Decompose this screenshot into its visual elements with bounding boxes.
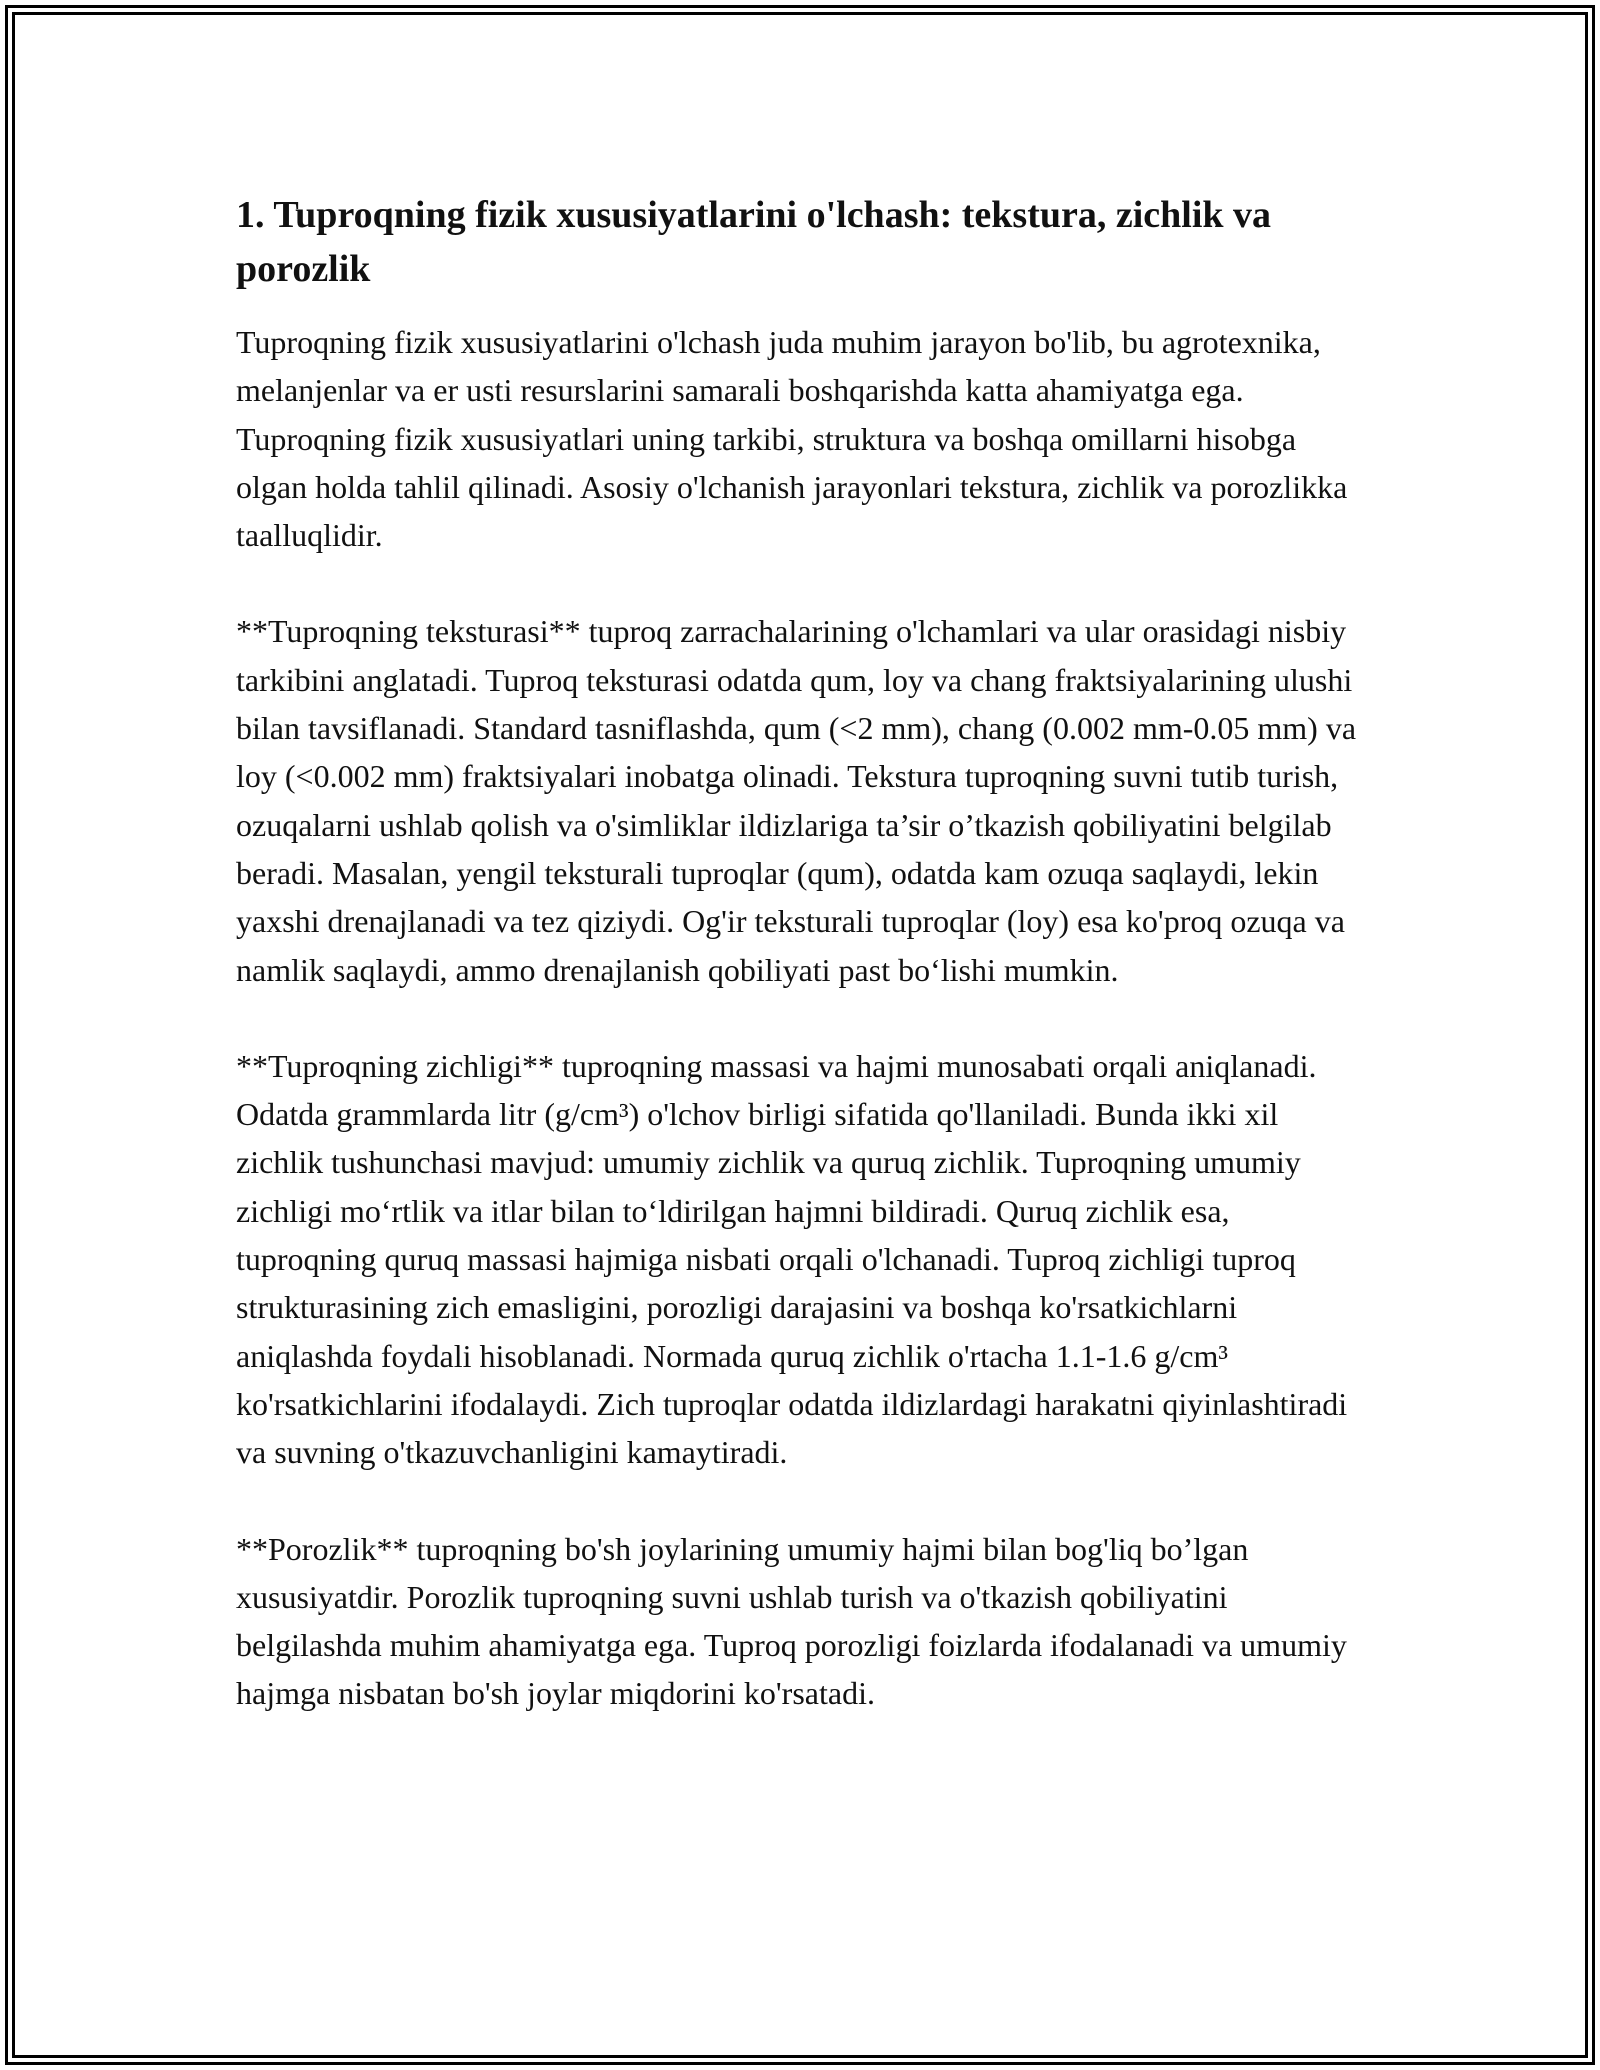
paragraph-density: **Tuproqning zichligi** tuproqning massasi va hajmi munosabati orqali aniqlanadi. Odatda grammlarda litr (g/cm³) o'lchov birligi sifatida qo'llaniladi. Bunda ikki xil zichlik tushunchasi mavjud: umumiy zichlik va quruq zichlik. Tuproqning umumiy zichligi mo‘rtlik va itlar bilan to‘ldirilgan hajmni bildiradi. Quruq zichlik esa, tuproqning quruq massasi hajmiga nisbati orqali o'lchanadi. Tuproq zichligi tuproq strukturasining zich emasligini, porozligi darajasini va boshqa ko'rsatkichlarni aniqlashda foydali hisoblanadi. Normada quruq zichlik o'rtacha 1.1-1.6 g/cm³ ko'rsatkichlarini ifodalaydi. Zich tuproqlar odatda ildizlardagi harakatni qiyinlashtiradi va suvning o'tkazuvchanligini kamaytiradi. (236, 1047, 1348, 1471)
document-title: 1. Tuproqning fizik xususiyatlarini o'lchash: tekstura, zichlik va porozlik (236, 194, 1272, 290)
document-body (236, 188, 1366, 1718)
paragraph-introduction: Tuproqning fizik xususiyatlarini o'lchash juda muhim jarayon bo'lib, bu agrotexnika, melanjenlar va er usti resurslarini samarali boshqarishda katta ahamiyatga ega. Tuproqning fizik xususiyatlari uning tarkibi, struktura va boshqa omillarni hisobga olgan holda tahlil qilinadi. Asosiy o'lchanish jarayonlari tekstura, zichlik va porozlikka taalluqlidir. (236, 324, 1348, 554)
paragraph-porosity: **Porozlik** tuproqning bo'sh joylarining umumiy hajmi bilan bog'liq bo’lgan xususiyatdir. Porozlik tuproqning suvni ushlab turish va o'tkazish qobiliyatini belgilashda muhim ahamiyatga ega. Tuproq porozligi foizlarda ifodalanadi va umumiy hajmga nisbatan bo'sh joylar miqdorini ko'rsatadi. (236, 1530, 1347, 1712)
paragraph-texture: **Tuproqning teksturasi** tuproq zarrachalarining o'lchamlari va ular orasidagi nisbiy tarkibini anglatadi. Tuproq teksturasi odatda qum, loy va chang fraktsiyalarining ulushi bilan tavsiflanadi. Standard tasniflashda, qum (<2 mm), chang (0.002 mm-0.05 mm) va loy (<0.002 mm) fraktsiyalari inobatga olinadi. Tekstura tuproqning suvni tutib turish, ozuqalarni ushlab qolish va o'simliklar ildizlariga ta’sir o’tkazish qobiliyatini belgilab beradi. Masalan, yengil teksturali tuproqlar (qum), odatda kam ozuqa saqlaydi, lekin yaxshi drenajlanadi va tez qiziydi. Og'ir teksturali tuproqlar (loy) esa ko'proq ozuqa va namlik saqlaydi, ammo drenajlanish qobiliyati past bo‘lishi mumkin. (236, 613, 1357, 988)
